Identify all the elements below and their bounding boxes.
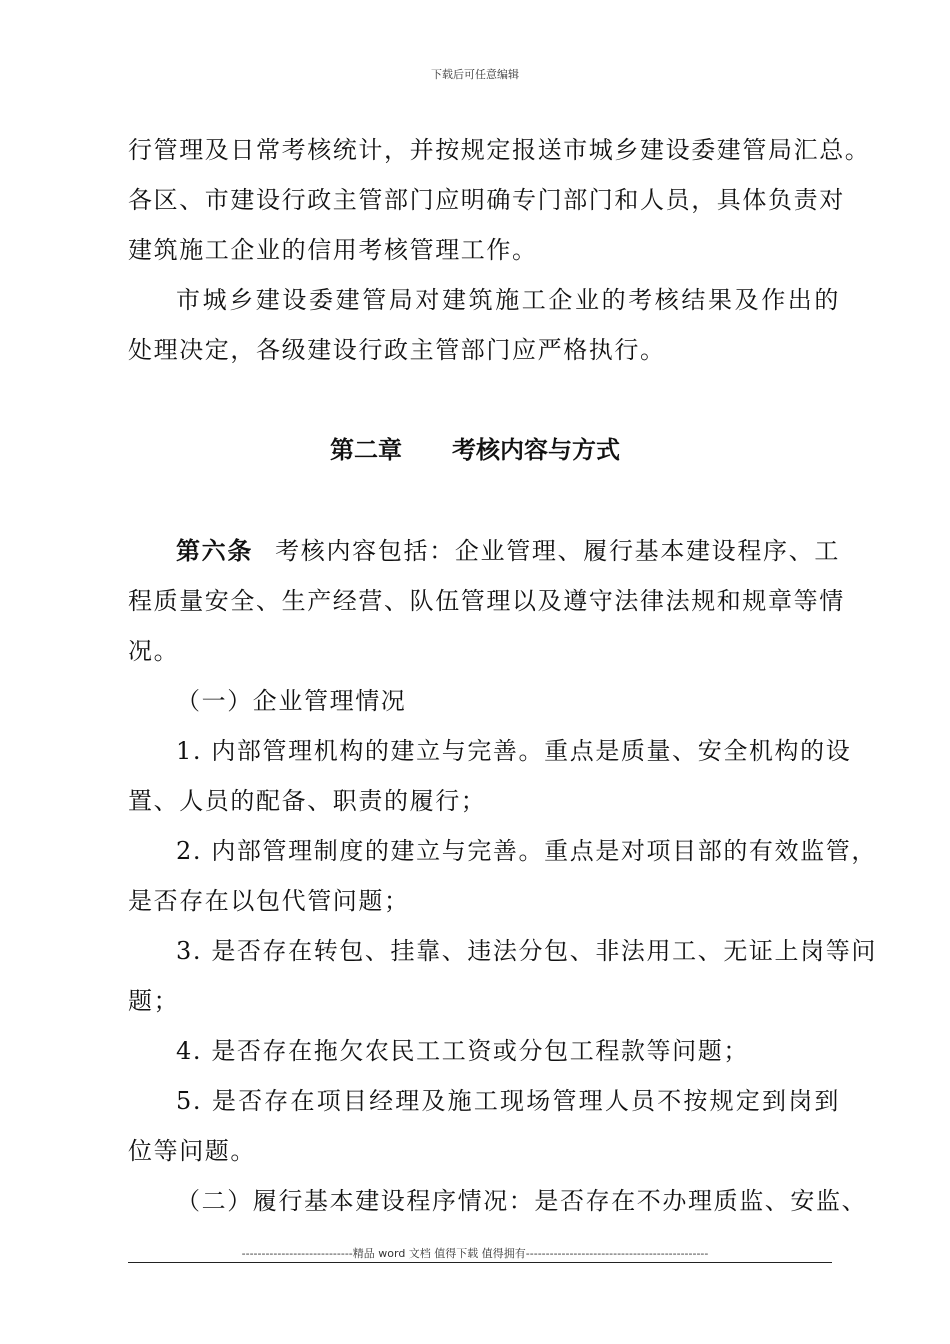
- item-2-line-1: 2. 内部管理制度的建立与完善。重点是对项目部的有效监管，: [176, 837, 877, 865]
- chapter-title: 考核内容与方式: [452, 436, 620, 464]
- body-line-2: 各区、市建设行政主管部门应明确专门部门和人员，具体负责对: [128, 186, 845, 214]
- section-heading-1: （一）企业管理情况: [176, 687, 407, 715]
- body-line-5: 处理决定，各级建设行政主管部门应严格执行。: [128, 336, 666, 364]
- footer-text: ----------------------------精品 word 文档 值得下载 值得拥有----------------------------------------------: [241, 1247, 709, 1260]
- article-line-1: 考核内容包括：企业管理、履行基本建设程序、工: [275, 537, 840, 565]
- article-line-2: 程质量安全、生产经营、队伍管理以及遵守法律法规和规章等情: [128, 587, 845, 615]
- body-line-3: 建筑施工企业的信用考核管理工作。: [128, 236, 538, 264]
- body-line-4: 市城乡建设委建管局对建筑施工企业的考核结果及作出的: [176, 286, 840, 314]
- item-1-line-1: 1. 内部管理机构的建立与完善。重点是质量、安全机构的设: [176, 737, 852, 765]
- article-line-3: 况。: [128, 637, 180, 665]
- chapter-heading: [0, 433, 950, 467]
- body-line-1: 行管理及日常考核统计，并按规定报送市城乡建设委建管局汇总。: [128, 136, 871, 164]
- chapter-number: 第二章: [330, 436, 402, 464]
- section-heading-2: （二）履行基本建设程序情况：是否存在不办理质监、安监、: [176, 1187, 868, 1215]
- item-3-line-1: 3. 是否存在转包、挂靠、违法分包、非法用工、无证上岗等问: [176, 937, 877, 965]
- item-1-line-2: 置、人员的配备、职责的履行；: [128, 787, 487, 815]
- header-note: 下载后可任意编辑: [431, 68, 519, 81]
- article-first-line: [176, 534, 840, 568]
- footer-rule: [128, 1262, 832, 1263]
- article-lead: 第六条: [176, 537, 254, 565]
- item-3-line-2: 题；: [128, 987, 180, 1015]
- item-2-line-2: 是否存在以包代管问题；: [128, 887, 410, 915]
- item-4-line-1: 4. 是否存在拖欠农民工工资或分包工程款等问题；: [176, 1037, 749, 1065]
- item-5-line-2: 位等问题。: [128, 1137, 256, 1165]
- item-5-line-1: 5. 是否存在项目经理及施工现场管理人员不按规定到岗到: [176, 1087, 840, 1115]
